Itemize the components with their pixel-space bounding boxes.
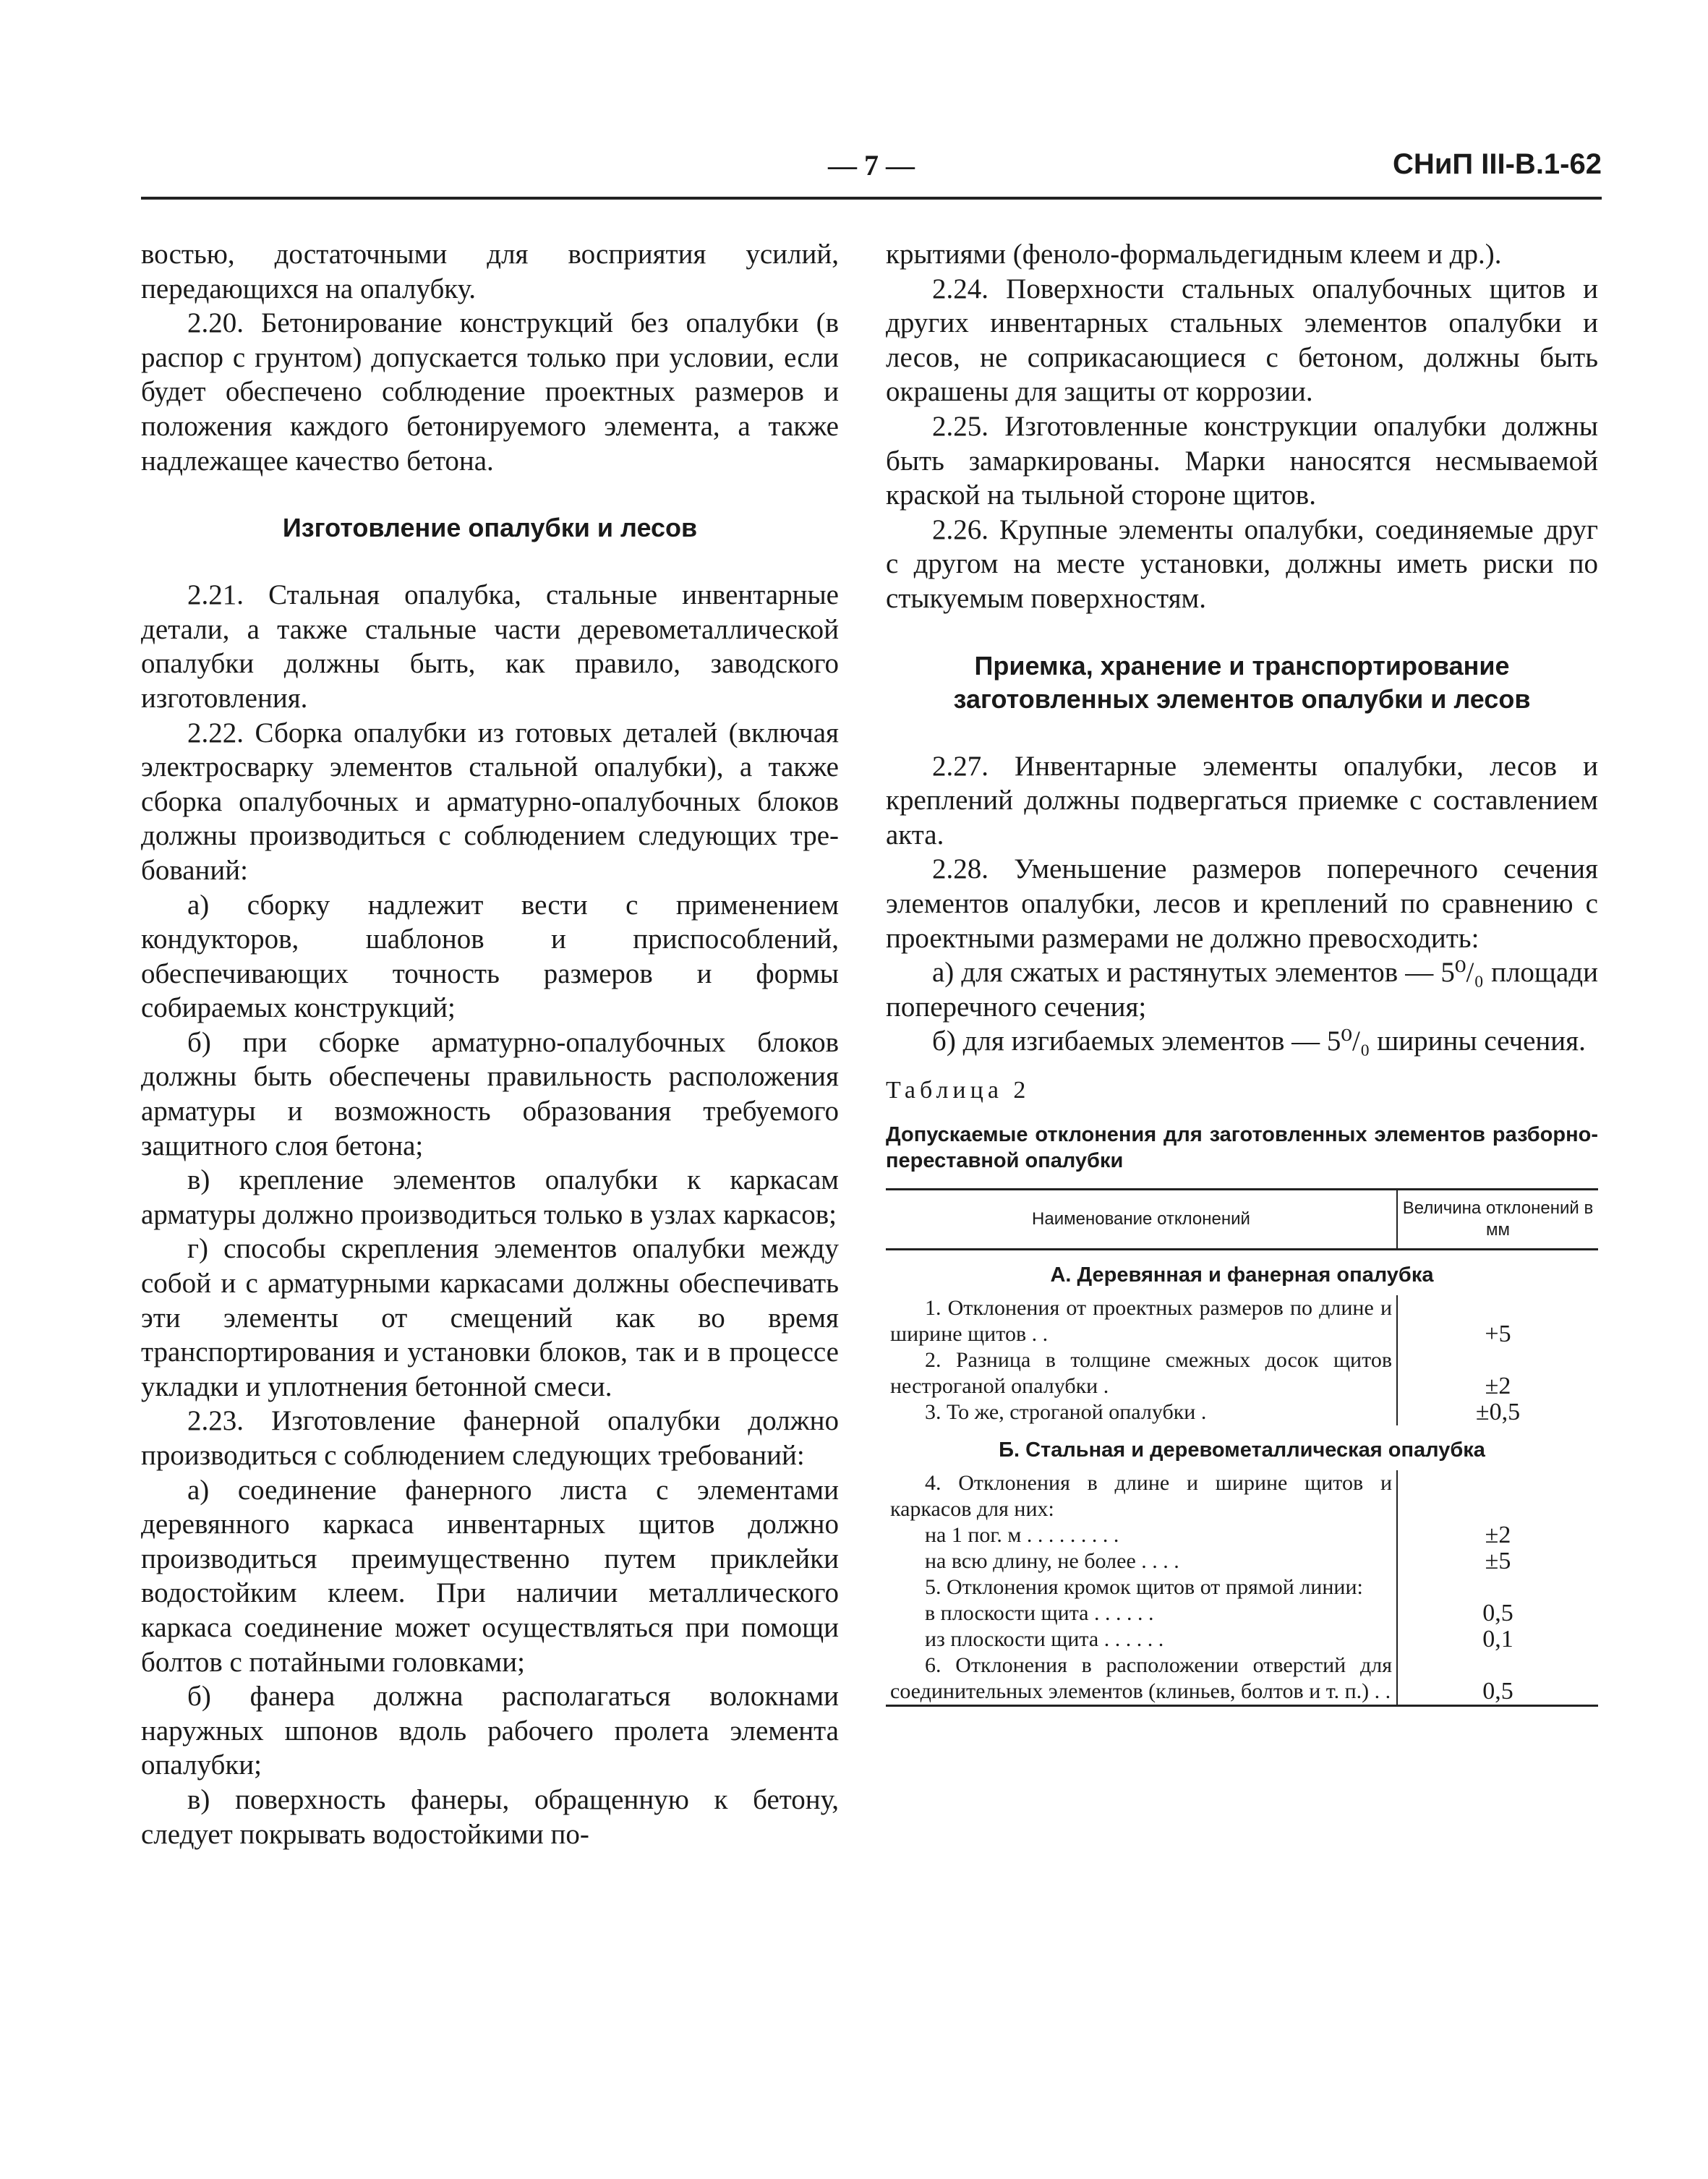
paragraph-2-23: 2.23. Изготовление фанерной опалубки должно производиться с соблюдением следующих требований: [141,1405,839,1471]
paragraph-2-22: 2.22. Сборка опалубки из готовых деталей (включая электросварку элементов стальной опалубки), а также сборка опалубочных и арматурно-опалубочных блоков должны производиться с соблюдением следующих требований: [141,717,839,886]
paragraph: а) для сжатых и растянутых элементов — 5⁰/₀ площади поперечного сечения; [886,957,1598,1023]
table-label: Таблица 2 [886,1076,1030,1104]
paragraph: б) при сборке арматурно-опалубочных блоков должны быть обеспечены правильность расположения арматуры и возможность образования требуемого защитного слоя бетона; [141,1026,839,1161]
paragraph-2-26: 2.26. Крупные элементы опалубки, соединяемые друг с другом на месте установки, должны иметь риски по стыкуемым поверхностям. [886,513,1598,614]
paragraph: б) для изгибаемых элементов — 5⁰/₀ ширины сечения. [932,1025,1586,1057]
column-header-name: Наименование отклонений [886,1190,1397,1250]
paragraph-2-20: 2.20. Бетонирование конструкций без опалубки (в распор с грунтом) допускается только при условии, если будет обеспечено соблюдение проектных размеров и положения каждого бетонируемого элемента, а также надлежащее качество бетона. [141,307,839,477]
header-rule [141,197,1602,200]
row-name: 1. Отклонения от проектных размеров по длине и ширине щитов . . [890,1296,1392,1347]
page-header [141,148,1602,199]
table-row [886,1522,1598,1548]
paragraph: крытиями (феноло-формальдегидным клеем и др.). [886,239,1502,270]
table-row [886,1295,1598,1347]
row-name: на всю длину, не более . . . . [925,1549,1179,1574]
paragraph-2-24: 2.24. Поверхности стальных опалубочных щитов и других инвентарных стальных элементов опалубки и лесов, не соприкасающиеся с бетоном, должны быть окрашены для защиты от коррозии. [886,273,1598,408]
paragraph: в) поверхность фанеры, обращенную к бетону, следует покрывать водостойкими по- [141,1783,839,1850]
row-name: из плоскости щита . . . . . . [925,1627,1164,1652]
paragraph: востью, достаточными для восприятия усилий, передающихся на опалубку. [141,239,839,304]
row-name: 6. Отклонения в расположении отверстий для соединительных элементов (клиньев, болтов и т. п.) . . [886,1653,1397,1706]
column-header-value: Величина отклонений в мм [1397,1190,1598,1250]
tolerance-table [886,1188,1598,1707]
table-row [886,1470,1598,1522]
table-header-row [886,1190,1598,1250]
row-name: на 1 пог. м . . . . . . . . . [925,1523,1119,1548]
table-section-row [886,1250,1598,1296]
left-column [141,237,839,1851]
document-code: СНиП III-В.1-62 [1393,148,1602,180]
page-number: — 7 — [828,149,915,182]
row-value: ±2 [1397,1347,1598,1399]
paragraph: а) соединение фанерного листа с элементами деревянного каркаса инвентарных щитов должно производиться преимущественно путем приклейки водостойким клеем. При наличии металлического каркаса соединение может осуществляться при помощи болтов с потайными головками; [141,1474,839,1678]
row-value: ±0,5 [1397,1399,1598,1425]
row-name: 2. Разница в толщине смежных досок щитов нестроганой опалубки . [890,1348,1392,1399]
row-value: +5 [1397,1295,1598,1347]
table-title: Допускаемые отклонения для заготовленных элементов разборно-переставной опалубки [886,1123,1598,1173]
paragraph-2-28: 2.28. Уменьшение размеров поперечного сечения элементов опалубки, лесов и креплений по сравнению с проектными размерами не должно превосходить: [886,853,1598,954]
paragraph-2-21: 2.21. Стальная опалубка, стальные инвентарные детали, а также стальные части деревометаллической опалубки должны быть, как правило, заводского изготовления. [141,579,839,714]
row-value: 0,5 [1397,1653,1598,1706]
row-value: ±5 [1397,1548,1598,1574]
row-value [1397,1574,1598,1600]
paragraph: в) крепление элементов опалубки к каркасам арматуры должно производиться только в узлах каркасов; [141,1164,839,1230]
table-section-row [886,1425,1598,1470]
table-row [886,1574,1598,1600]
section-heading-acceptance: Приемка, хранение и транспортирование заготовленных элементов опалубки и лесов [953,650,1531,714]
paragraph: б) фанера должна располагаться волокнами наружных шпонов вдоль рабочего пролета элемента опалубки; [141,1681,839,1781]
section-heading-fabrication: Изготовление опалубки и лесов [282,513,698,543]
row-value: 0,5 [1397,1600,1598,1626]
row-value [1397,1470,1598,1522]
paragraph-2-25: 2.25. Изготовленные конструкции опалубки должны быть замаркированы. Марки наносятся несмываемой краской на тыльной стороне щитов. [886,410,1598,511]
row-name: 5. Отклонения кромок щитов от прямой линии: [925,1575,1363,1600]
section-b-title: Б. Стальная и деревометаллическая опалубка [999,1438,1485,1462]
paragraph: г) способы скрепления элементов опалубки между собой и с арматурными каркасами должны обеспечивать эти элементы от смещений как во время транспортирования и установки блоков, так и в процессе укладки и уплотнения бетонной смеси. [141,1233,839,1402]
table-row [886,1626,1598,1653]
row-name: 4. Отклонения в длине и ширине щитов и каркасов для них: [890,1471,1392,1522]
paragraph-2-27: 2.27. Инвентарные элементы опалубки, лесов и креплений должны подвергаться приемке с составлением акта. [886,750,1598,850]
row-value: ±2 [1397,1522,1598,1548]
row-name: 3. То же, строганой опалубки . [925,1400,1207,1425]
right-column [886,237,1598,1707]
table-row [886,1653,1598,1706]
row-name: в плоскости щита . . . . . . [925,1601,1154,1626]
table-row [886,1548,1598,1574]
section-a-title: А. Деревянная и фанерная опалубка [1050,1263,1434,1287]
paragraph: а) сборку надлежит вести с применением кондукторов, шаблонов и приспособлений, обеспечивающих точность размеров и формы собираемых конструкций; [141,889,839,1024]
table-row [886,1399,1598,1425]
row-value: 0,1 [1397,1626,1598,1653]
table-row [886,1347,1598,1399]
table-row [886,1600,1598,1626]
